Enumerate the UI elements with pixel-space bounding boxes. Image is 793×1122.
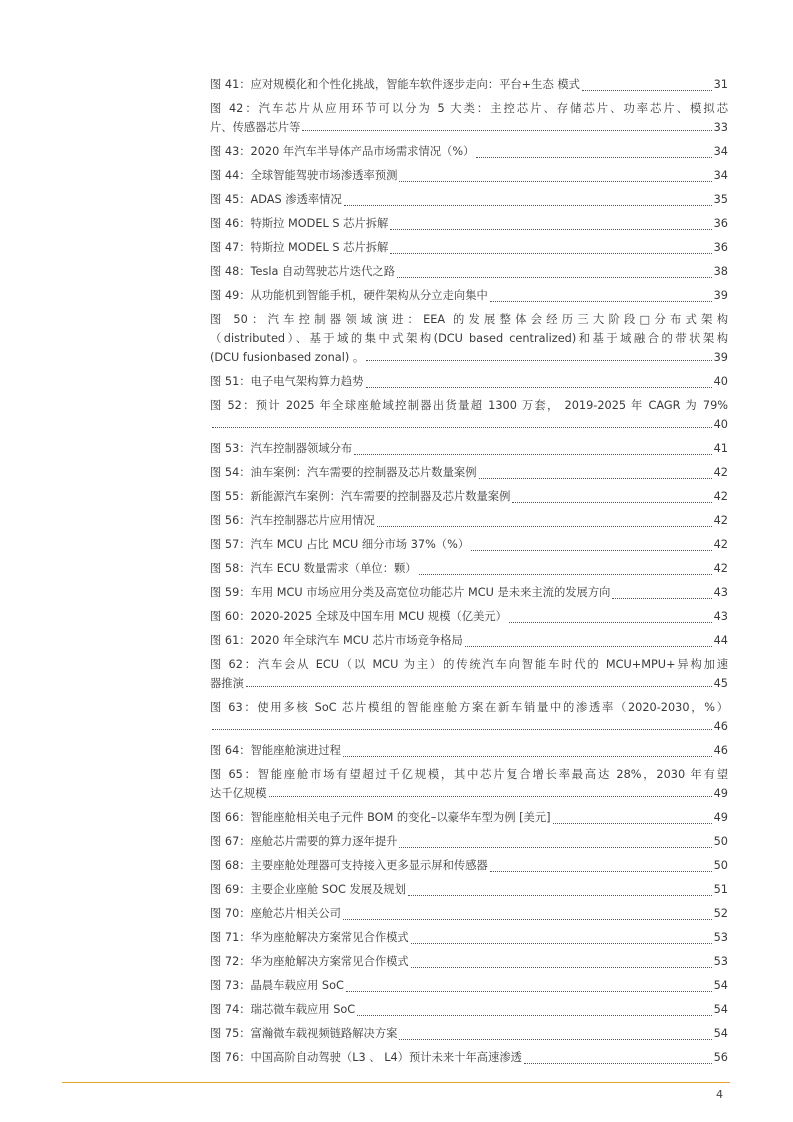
toc-entry-title: 图 58：汽车 ECU 数量需求（单位：颗） xyxy=(210,562,417,575)
toc-page-number: 34 xyxy=(713,145,728,158)
toc-page-number: 54 xyxy=(713,1027,728,1040)
toc-page-number: 39 xyxy=(713,351,728,364)
toc-entry-title: 图 61：2020 年全球汽车 MCU 芯片市场竞争格局 xyxy=(210,634,463,647)
toc-entry-title: 图 41：应对规模化和个性化挑战，智能车软件逐步走向：平台+生态 模式 xyxy=(210,78,580,91)
toc-entry-title: 图 69：主要企业座舱 SOC 发展及规划 xyxy=(210,883,406,896)
dot-leader xyxy=(246,686,712,687)
toc-entry-title: 图 47：特斯拉 MODEL S 芯片拆解 xyxy=(210,241,389,254)
dot-leader xyxy=(419,574,712,575)
toc-entry-title: 图 66：智能座舱相关电子元件 BOM 的变化–以豪华车型为例 [美元] xyxy=(210,811,551,824)
toc-entry-title: 图 68：主要座舱处理器可支持接入更多显示屏和传感器 xyxy=(210,859,488,872)
dot-leader xyxy=(343,756,712,757)
dot-leader xyxy=(212,729,712,730)
toc-page-number: 44 xyxy=(713,634,728,647)
dot-leader xyxy=(408,895,712,896)
toc-entry-title: 图 53：汽车控制器领域分布 xyxy=(210,442,353,455)
toc-entry-line: 图 62：汽车会从 ECU（以 MCU 为主）的传统汽车向智能车时代的 MCU+MPU+异构加速 xyxy=(210,658,728,671)
toc-entry-line: 图 50：汽车控制器领域演进：EEA 的发展整体会经历三大阶段□分布式架构 xyxy=(210,313,728,326)
dot-leader xyxy=(366,387,712,388)
toc-page-number: 53 xyxy=(713,955,728,968)
toc-entry-line: 图 42：汽车芯片从应用环节可以分为 5 大类：主控芯片、存储芯片、功率芯片、模拟芯 xyxy=(210,102,728,115)
dot-leader xyxy=(582,90,712,91)
toc-page-number: 34 xyxy=(713,169,728,182)
toc-page-number: 43 xyxy=(713,610,728,623)
toc-entry[interactable] xyxy=(210,212,728,236)
toc-entry-title: 片、传感器芯片等 xyxy=(210,121,301,134)
toc-page-number: 53 xyxy=(713,931,728,944)
dot-leader xyxy=(343,919,712,920)
dot-leader xyxy=(302,130,711,131)
toc-page-number: 51 xyxy=(713,883,728,896)
toc-entry[interactable] xyxy=(210,926,728,950)
toc-entry-title: 图 55：新能源汽车案例：汽车需要的控制器及芯片数量案例 xyxy=(210,490,511,503)
toc-entry-title: 图 51：电子电气架构算力趋势 xyxy=(210,375,364,388)
toc-page-number: 54 xyxy=(713,979,728,992)
toc-entry[interactable] xyxy=(210,437,728,461)
toc-page-number: 54 xyxy=(713,1003,728,1016)
toc-entry-title: 图 49：从功能机到智能手机，硬件架构从分立走向集中 xyxy=(210,289,488,302)
toc-entry-title: 图 44：全球智能驾驶市场渗透率预测 xyxy=(210,169,398,182)
table-of-figures xyxy=(210,73,728,1070)
toc-entry[interactable] xyxy=(210,73,728,97)
dot-leader xyxy=(509,622,712,623)
toc-entry-title: 图 73：晶晨车载应用 SoC xyxy=(210,979,344,992)
dot-leader xyxy=(612,598,711,599)
toc-page-number: 50 xyxy=(713,835,728,848)
toc-page-number: 31 xyxy=(713,78,728,91)
toc-entry[interactable] xyxy=(210,557,728,581)
dot-leader xyxy=(476,157,711,158)
toc-page-number: 42 xyxy=(713,490,728,503)
toc-entry[interactable] xyxy=(210,188,728,212)
dot-leader xyxy=(411,943,712,944)
toc-entry-title: 图 72：华为座舱解决方案常见合作模式 xyxy=(210,955,409,968)
toc-entry[interactable] xyxy=(210,998,728,1022)
dot-leader xyxy=(512,502,711,503)
toc-entry[interactable] xyxy=(210,806,728,830)
toc-entry[interactable] xyxy=(210,902,728,926)
toc-entry[interactable] xyxy=(210,1022,728,1046)
dot-leader xyxy=(399,847,711,848)
toc-entry[interactable] xyxy=(210,974,728,998)
toc-page-number: 40 xyxy=(713,418,728,431)
dot-leader xyxy=(212,427,712,428)
toc-entry-title: 图 56：汽车控制器芯片应用情况 xyxy=(210,514,375,527)
toc-page-number: 42 xyxy=(713,562,728,575)
toc-page-number: 46 xyxy=(713,720,728,733)
toc-entry[interactable] xyxy=(210,830,728,854)
toc-page-number: 43 xyxy=(713,586,728,599)
toc-page-number: 45 xyxy=(713,677,728,690)
dot-leader xyxy=(377,526,712,527)
toc-entry[interactable] xyxy=(210,140,728,164)
dot-leader xyxy=(390,253,711,254)
dot-leader xyxy=(490,301,712,302)
toc-page-number: 42 xyxy=(713,538,728,551)
toc-page-number: 50 xyxy=(713,859,728,872)
dot-leader xyxy=(524,1063,712,1064)
dot-leader xyxy=(344,205,712,206)
toc-entry-title: 图 57：汽车 MCU 占比 MCU 细分市场 37%（%） xyxy=(210,538,470,551)
dot-leader xyxy=(397,277,712,278)
toc-entry-title: 达千亿规模 xyxy=(210,787,267,800)
toc-entry-line: 图 65：智能座舱市场有望超过千亿规模，其中芯片复合增长率最高达 28%，2030 年有望 xyxy=(210,768,728,781)
dot-leader xyxy=(354,454,711,455)
dot-leader xyxy=(366,360,711,361)
dot-leader xyxy=(479,478,712,479)
toc-entry-line: 图 63：使用多核 SoC 芯片模组的智能座舱方案在新车销量中的渗透率（2020-2030，%） xyxy=(210,701,728,714)
toc-entry[interactable] xyxy=(210,370,728,394)
toc-page-number: 38 xyxy=(713,265,728,278)
toc-entry[interactable] xyxy=(210,533,728,557)
toc-entry-title: 图 54：油车案例：汽车需要的控制器及芯片数量案例 xyxy=(210,466,477,479)
toc-entry[interactable] xyxy=(210,629,728,653)
footer-divider xyxy=(62,1082,730,1083)
toc-entry[interactable] xyxy=(210,485,728,509)
toc-page-number: 49 xyxy=(713,787,728,800)
toc-entry[interactable] xyxy=(210,260,728,284)
toc-entry[interactable] xyxy=(210,763,728,806)
toc-entry-title: 图 70：座舱芯片相关公司 xyxy=(210,907,341,920)
toc-entry[interactable] xyxy=(210,854,728,878)
toc-entry[interactable] xyxy=(210,97,728,140)
toc-entry[interactable] xyxy=(210,696,728,739)
dot-leader xyxy=(399,181,711,182)
toc-entry-title: 图 46：特斯拉 MODEL S 芯片拆解 xyxy=(210,217,389,230)
dot-leader xyxy=(471,550,711,551)
toc-page-number: 36 xyxy=(713,217,728,230)
dot-leader xyxy=(346,991,712,992)
toc-entry[interactable] xyxy=(210,1046,728,1070)
toc-entry-title: 图 71：华为座舱解决方案常见合作模式 xyxy=(210,931,409,944)
toc-entry[interactable] xyxy=(210,461,728,485)
dot-leader xyxy=(490,871,712,872)
toc-entry[interactable] xyxy=(210,653,728,696)
dot-leader xyxy=(465,646,712,647)
toc-entry-line: 图 52：预计 2025 年全球座舱域控制器出货量超 1300 万套， 2019-2025 年 CAGR 为 79% xyxy=(210,399,728,412)
toc-page-number: 52 xyxy=(713,907,728,920)
toc-page-number: 36 xyxy=(713,241,728,254)
toc-entry-title: 图 64：智能座舱演进过程 xyxy=(210,744,341,757)
toc-entry-title: 图 60：2020-2025 全球及中国车用 MCU 规模（亿美元） xyxy=(210,610,507,623)
toc-entry[interactable] xyxy=(210,739,728,763)
toc-page-number: 42 xyxy=(713,466,728,479)
toc-entry-title: 图 75：富瀚微车载视频链路解决方案 xyxy=(210,1027,398,1040)
toc-entry[interactable] xyxy=(210,236,728,260)
toc-page-number: 33 xyxy=(713,121,728,134)
toc-page-number: 49 xyxy=(713,811,728,824)
toc-page-number: 39 xyxy=(713,289,728,302)
toc-entry-title: 图 43：2020 年汽车半导体产品市场需求情况（%） xyxy=(210,145,475,158)
toc-entry-title: 器推演 xyxy=(210,677,244,690)
toc-entry[interactable] xyxy=(210,284,728,308)
toc-entry[interactable] xyxy=(210,164,728,188)
toc-entry[interactable] xyxy=(210,878,728,902)
dot-leader xyxy=(553,823,712,824)
toc-entry[interactable] xyxy=(210,509,728,533)
toc-entry-title: 图 48：Tesla 自动驾驶芯片迭代之路 xyxy=(210,265,395,278)
toc-page-number: 35 xyxy=(713,193,728,206)
dot-leader xyxy=(390,229,711,230)
toc-page-number: 42 xyxy=(713,514,728,527)
toc-entry[interactable] xyxy=(210,605,728,629)
toc-page-number: 56 xyxy=(713,1051,728,1064)
toc-entry[interactable] xyxy=(210,950,728,974)
toc-entry-title: 图 67：座舱芯片需要的算力逐年提升 xyxy=(210,835,398,848)
dot-leader xyxy=(269,796,712,797)
toc-entry-title: 图 74：瑞芯微车载应用 SoC xyxy=(210,1003,356,1016)
toc-entry-title: 图 76：中国高阶自动驾驶（L3 、 L4）预计未来十年高速渗透 xyxy=(210,1051,522,1064)
dot-leader xyxy=(357,1015,711,1016)
toc-entry-title: 图 45：ADAS 渗透率情况 xyxy=(210,193,342,206)
toc-entry[interactable] xyxy=(210,308,728,370)
toc-page-number: 40 xyxy=(713,375,728,388)
toc-entry[interactable] xyxy=(210,581,728,605)
toc-entry-title: (DCU fusionbased zonal) 。 xyxy=(210,351,365,364)
toc-page-number: 41 xyxy=(713,442,728,455)
dot-leader xyxy=(411,967,712,968)
toc-entry-line: （distributed）、基于域的集中式架构(DCU based centralized)和基于域融合的带状架构 xyxy=(210,332,728,345)
dot-leader xyxy=(399,1039,711,1040)
toc-page-number: 46 xyxy=(713,744,728,757)
page-number: 4 xyxy=(716,1088,723,1101)
toc-entry-title: 图 59：车用 MCU 市场应用分类及高宽位功能芯片 MCU 是未来主流的发展方向 xyxy=(210,586,611,599)
toc-entry[interactable] xyxy=(210,394,728,437)
